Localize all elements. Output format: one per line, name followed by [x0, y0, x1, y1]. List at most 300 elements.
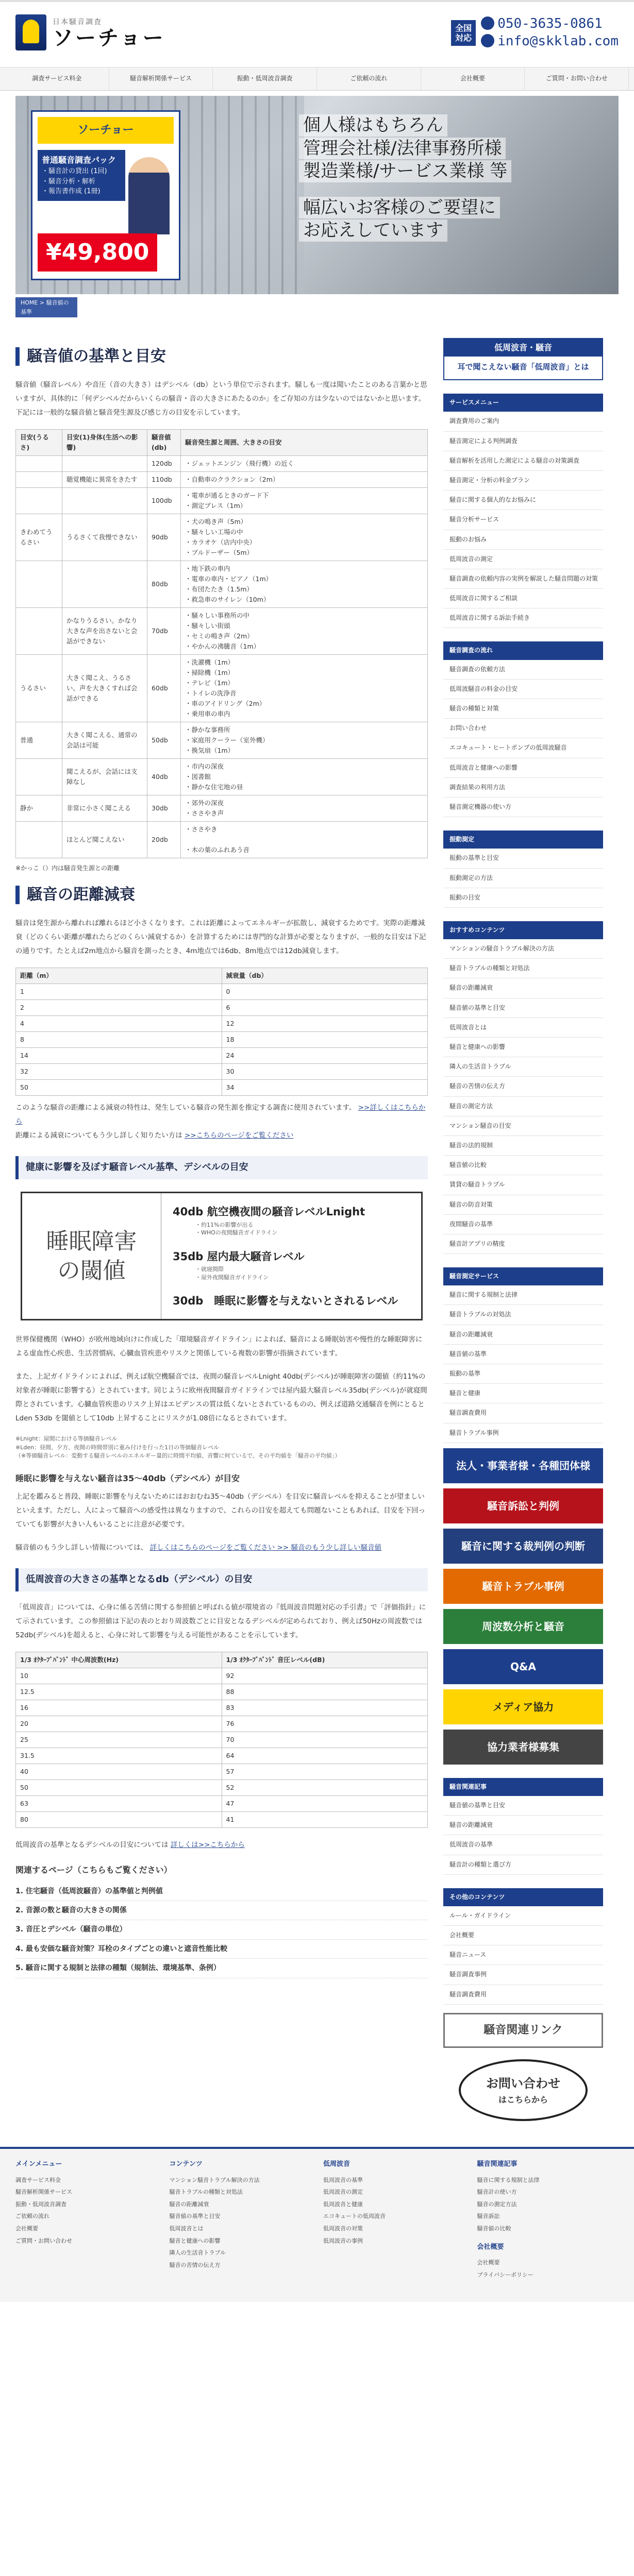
badge-line-2: 対応 — [455, 32, 472, 43]
nav-item-contact[interactable]: ご質問・お問い合わせ — [525, 67, 629, 90]
list-item[interactable]: 騒音調査の依頼方法 — [443, 660, 603, 680]
table-row — [16, 488, 428, 514]
main-content — [15, 338, 443, 2121]
footer-heading: メインメニュー — [15, 2160, 62, 2168]
table-cell: ・洗濯機（1m） ・掃除機（1m） ・テレビ（1m） ・トイレの洗浄音 ・車のアイドリング（2m） ・乗用車の車内 — [181, 655, 428, 722]
phone-number: 050-3635-0861 — [497, 16, 603, 31]
list-item[interactable]: 騒音値の基準と目安 — [443, 998, 603, 1018]
table-row — [16, 514, 428, 561]
list-item[interactable]: 低周波音の対策 — [323, 2225, 363, 2232]
list-item[interactable]: 騒音値の基準と目安 — [443, 1796, 603, 1816]
list-item[interactable]: 低周波音とは — [443, 1018, 603, 1038]
table-cell: 110db — [147, 472, 181, 488]
table-cell — [16, 488, 62, 514]
table-cell: 80 — [16, 1812, 222, 1828]
table-cell: 12 — [222, 1016, 428, 1032]
list-item[interactable]: 低周波音に関する訴訟手続き — [443, 608, 603, 628]
table-cell: 0 — [222, 984, 428, 1000]
list-item[interactable]: 低周波音に関するご相談 — [443, 589, 603, 608]
hero-line: 製造業様/サービス業様 等 — [299, 160, 511, 182]
table-cell: 聞こえるが、会話には支障なし — [62, 759, 147, 795]
table-cell — [16, 608, 62, 655]
hero-line: 個人様はもちろん — [299, 114, 447, 137]
list-item[interactable]: 低周波音とは — [169, 2225, 204, 2232]
list-item[interactable]: プライバシーポリシー — [477, 2271, 533, 2278]
table-cell: 6 — [222, 1000, 428, 1016]
footer-heading: コンテンツ — [169, 2160, 203, 2168]
table-cell: 50db — [147, 722, 181, 759]
list-item[interactable]: 隣人の生活音トラブル — [443, 1057, 603, 1077]
table-cell: 41 — [222, 1812, 428, 1828]
table-cell: 12.5 — [16, 1684, 222, 1700]
list-item[interactable]: 騒音値の基準と目安 — [169, 2213, 221, 2220]
table-row — [16, 1780, 428, 1796]
list-item[interactable]: ご依頼の流れ — [15, 2213, 49, 2220]
low-frequency-note-text: 低周波音の基準となるデシベルの目安については — [15, 1841, 169, 1850]
table-cell: ほとんど聞こえない — [62, 822, 147, 858]
sleep-note-text: 騒音値のもう少し詳しい情報については、 — [15, 1544, 148, 1552]
sleep-paragraph: 上記を鑑みると普段、睡眠に影響を与えないためにはおおむね35〜40db（デシベル）を目安に騒音レベルを抑えることが望ましいといえます。ただし、人によって騒音への感受性は異なりますので、これらの目安を超えても問題ないこともあれば、目安を下回っていても影響が大きい人もいることに注意が必要です。 — [15, 1493, 426, 1529]
list-item[interactable]: マンション騒音トラブル解決の方法 — [169, 2176, 260, 2183]
threshold-label: の閾値 — [57, 1258, 126, 1284]
list-item[interactable]: 低周波音の測定 — [323, 2189, 363, 2196]
list-item[interactable]: 騒音と健康への影響 — [443, 1038, 603, 1057]
nav-item-pricing[interactable]: 調査サービス料金 — [5, 67, 109, 90]
list-item[interactable]: 騒音の防音対策 — [443, 1195, 603, 1215]
table-cell: ・郊外の深夜 ・ささやき声 — [181, 795, 428, 822]
table-row — [16, 1700, 428, 1716]
section-title-low-frequency: 低周波音の大きさの基準となるdb（デシベル）の目安 — [15, 1568, 428, 1591]
table-cell: 20 — [16, 1716, 222, 1732]
list-item[interactable]: 騒音の距離減衰 — [169, 2200, 209, 2208]
level-heading: 35db 屋内最大騒音レベル — [173, 1250, 305, 1263]
nationwide-badge — [451, 20, 476, 46]
media-ad-banner[interactable]: メディア協力 — [443, 1689, 603, 1724]
list-item[interactable]: 騒音の測定方法 — [477, 2200, 517, 2208]
list-item[interactable]: 騒音調査費用 — [443, 1403, 603, 1423]
list-item[interactable]: 騒音解析関係サービス — [15, 2189, 72, 2196]
banner-bottom: 耳で聞こえない騒音「低周波音」とは — [457, 362, 589, 371]
table-cell: 92 — [222, 1668, 428, 1684]
mail-icon — [481, 34, 494, 47]
list-item[interactable]: 騒音値の比較 — [477, 2225, 511, 2232]
table-cell: 25 — [16, 1732, 222, 1748]
distance-table — [15, 968, 428, 1096]
low-frequency-note — [15, 1838, 428, 1852]
related-page-link[interactable]: 4. 最も安価な騒音対策？耳栓のタイプごとの違いと遮音性能比較 — [15, 1940, 428, 1959]
bubble-line: お問い合わせ — [486, 2076, 560, 2091]
sidebar-recommended-list — [443, 939, 603, 1254]
related-page-link[interactable]: 2. 音源の数と騒音の大きさの関係 — [15, 1901, 428, 1920]
phone-icon — [481, 16, 494, 30]
list-item[interactable]: 騒音調査事例 — [443, 1965, 603, 1985]
list-item[interactable]: 騒音に関する規制と法律 — [477, 2176, 540, 2183]
footer-heading: 会社概要 — [477, 2243, 504, 2251]
table-cell: 24 — [222, 1048, 428, 1064]
table-cell: 120db — [147, 456, 181, 472]
list-item[interactable]: 騒音ニュース — [443, 1945, 603, 1965]
table-cell: 4 — [16, 1016, 222, 1032]
list-item[interactable]: 騒音解析を活用した測定による騒音の対策調査 — [443, 451, 603, 471]
list-item[interactable]: お問い合わせ — [443, 719, 603, 738]
table-cell — [62, 488, 147, 514]
list-item[interactable]: 騒音調査費用 — [443, 1985, 603, 2005]
section-title-distance: 騒音の距離減衰 — [15, 886, 428, 904]
table-cell: きわめてうるさい — [16, 514, 62, 561]
list-item[interactable]: 騒音訴訟 — [477, 2213, 500, 2220]
health-notes: ※Lnight：屋間における等価騒音レベル ※Lden：昼間、夕方、夜間の時間帯別に重み付けを行った1日の等価騒音レベル （※等価騒音レベル：変動する騒音レベルのエネルギー量的に時間平均値、音響に何ているで、その平均値を「騒音の平均値」） — [15, 1435, 341, 1460]
table-cell: 40 — [16, 1764, 222, 1780]
hero-line: お応えしています — [299, 219, 447, 242]
table-header: 1/3 ｵｸﾀｰﾌﾞﾊﾞﾝﾄﾞ 音圧レベル(dB) — [222, 1652, 428, 1668]
list-item[interactable]: 低周波音の事例 — [323, 2237, 363, 2244]
table-cell: 聴覚機能に異常をきたす — [62, 472, 147, 488]
related-page-link[interactable]: 1. 住宅騒音（低周波騒音）の基準値と判例値 — [15, 1882, 428, 1901]
table-row — [16, 759, 428, 795]
sidebar-heading: その他のコンテンツ — [443, 1888, 603, 1906]
section-title-noise-standards: 騒音値の基準と目安 — [15, 347, 428, 366]
site-footer — [0, 2147, 634, 2302]
list-item[interactable]: 騒音分析サービス — [443, 510, 603, 530]
threshold-label: 睡眠障害 — [46, 1228, 137, 1255]
table-cell: 57 — [222, 1764, 428, 1780]
list-item[interactable]: 騒音値の基準 — [443, 1345, 603, 1364]
precedent-ad-banner[interactable]: 騒音に関する裁判例の判断 — [443, 1529, 603, 1564]
table-cell: 70db — [147, 608, 181, 655]
frequency-ad-banner[interactable]: 周波数分析と騒音 — [443, 1609, 603, 1644]
list-item[interactable]: 騒音の距離減衰 — [443, 1325, 603, 1345]
hero-line: 管理会社様/法律事務所様 — [299, 138, 506, 160]
list-item[interactable]: 会社概要 — [15, 2225, 38, 2232]
list-item[interactable]: 夜間騒音の基準 — [443, 1215, 603, 1234]
table-row — [16, 456, 428, 472]
level-note: ・就寝間際 ・屋外夜間騒音ガイドライン — [195, 1266, 269, 1281]
table-cell — [62, 561, 147, 608]
list-item[interactable]: 賃貸の騒音トラブル — [443, 1175, 603, 1195]
table-row — [16, 1048, 428, 1064]
list-item[interactable]: 騒音測定による判例調査 — [443, 432, 603, 451]
table-cell: 10 — [16, 1668, 222, 1684]
table-header: 1/3 ｵｸﾀｰﾌﾞﾊﾞﾝﾄﾞ 中心周波数(Hz) — [16, 1652, 222, 1668]
table-cell: 大きく聞こえる、通常の会話は可能 — [62, 722, 147, 759]
table-cell: 16 — [16, 1700, 222, 1716]
footer-article-list — [477, 2174, 619, 2235]
footer-heading: 騒音関連記事 — [477, 2160, 518, 2168]
hero-line: 幅広いお客様のご要望に — [299, 197, 500, 219]
sidebar — [443, 338, 603, 2121]
list-item[interactable]: 調査サービス料金 — [15, 2176, 61, 2183]
list-item[interactable]: 騒音トラブルの種類と対処法 — [169, 2189, 243, 2196]
phone-link[interactable] — [481, 15, 619, 33]
sleep-detail-link[interactable]: 詳しくはこちらのページをご覧ください >> 騒音のもう少し詳しい騒音値 — [149, 1544, 381, 1552]
table-cell: 2 — [16, 1000, 222, 1016]
table-cell: 60db — [147, 655, 181, 722]
table-cell: 70 — [222, 1732, 428, 1748]
table-cell: ・自動車のクラクション（2m） — [181, 472, 428, 488]
hero-package-card[interactable] — [31, 110, 180, 280]
health-paragraph: また、上記ガイドラインによれば、例えば航空機騒音では、夜間の騒音レベルLnight 40db(デシベル)が睡眠障害の閾値（約11%の対象者が睡眠に影響する）とされています。同じように欧州夜間騒音ガイドラインでは屋内最大騒音レベル35db(デシベル)が就寝間際とされています。心臓血管疾患のリスク上昇はエビデンスの質は低くないとされているものの、例えば道路交通騒音を例にとるとLden 53db を閾値として10db 上昇することにリスクが1.08倍になるとされています。 — [15, 1372, 427, 1423]
table-row — [16, 655, 428, 722]
table-cell — [16, 561, 62, 608]
email-address: info@skklab.com — [497, 33, 619, 49]
table-cell: 14 — [16, 1048, 222, 1064]
list-item[interactable]: 騒音調査の依頼内容の実例を解説した騒音問題の対策 — [443, 569, 603, 589]
sidebar-heading: 騒音測定サービス — [443, 1267, 603, 1285]
table-row — [16, 1748, 428, 1764]
list-item[interactable]: 騒音計の使い方 — [477, 2189, 517, 2196]
related-pages-list — [15, 1882, 428, 1978]
list-item[interactable]: エコキュートの低周波音 — [323, 2213, 386, 2220]
breadcrumb[interactable]: HOME > 騒音値の基準 — [15, 297, 77, 317]
list-item[interactable]: 振動の基準 — [443, 1364, 603, 1384]
footer-company-list — [477, 2257, 619, 2281]
table-row — [16, 722, 428, 759]
table-cell: うるさい — [16, 655, 62, 722]
list-item[interactable]: 騒音の苦情の伝え方 — [169, 2261, 221, 2268]
sleep-threshold-figure — [21, 1192, 423, 1320]
list-item[interactable]: ご質問・お問い合わせ — [15, 2237, 72, 2244]
section-intro: 騒音値（騒音レベル）や音圧（音の大きさ）はデシベル（db）という単位で示されます。騒しも一度は聞いたことのある言葉かと思いますが、具体的に「何デシベルだからいくらの騒音・音の大きさにあたるのか」をご存知の方は少ないのではないかと思います。下記には一般的な騒音値と騒音発生源及び感じ方の目安を示しています。 — [15, 381, 427, 417]
list-item[interactable]: 騒音の種類と対策 — [443, 699, 603, 719]
section-title-health: 健康に影響を及ぼす騒音レベル基準、デシベルの目安 — [15, 1156, 428, 1179]
site-header — [0, 0, 634, 67]
table-cell: ・騒々しい事務所の中 ・騒々しい街頭 ・セミの鳴き声（2m） ・やかんの沸騰音（1m） — [181, 608, 428, 655]
list-item[interactable]: 振動の基準と目安 — [443, 849, 603, 868]
list-item[interactable]: 騒音と健康への影響 — [169, 2237, 221, 2244]
table-row — [16, 608, 428, 655]
related-page-link[interactable]: 3. 音圧とデシベル（騒音の単位） — [15, 1920, 428, 1939]
table-caption: ※かっこ（）内は騒音発生源との距離 — [15, 865, 120, 872]
table-cell — [16, 456, 62, 472]
table-cell: かなりうるさい。かなり大きな声を出さないと会話ができない — [62, 608, 147, 655]
distance-note-text: このような騒音の距離による減衰の特性は、発生している騒音の発生源を推定する調査に使用されています。 — [15, 1104, 356, 1112]
table-cell: 40db — [147, 759, 181, 795]
sidebar-flow-list — [443, 660, 603, 818]
corporate-ad-banner[interactable]: 法人・事業者様・各種団体様 — [443, 1448, 603, 1483]
staff-illustration — [128, 157, 170, 234]
sleep-paragraph — [15, 1541, 428, 1555]
table-cell: 50 — [16, 1080, 222, 1096]
table-cell: ・犬の鳴き声（5m） ・騒々しい工場の中 ・カラオケ（店内中央） ・ブルドーザー（5m） — [181, 514, 428, 561]
table-header: 減衰量（db） — [222, 968, 428, 984]
distance-detail-link[interactable]: >>詳しくはこちらから — [15, 1104, 426, 1126]
list-item[interactable]: 低周波音の測定 — [443, 550, 603, 569]
list-item[interactable]: 騒音測定・分析の料金プラン — [443, 471, 603, 490]
partner-ad-banner[interactable]: 協力業者様募集 — [443, 1730, 603, 1765]
health-paragraph: 世界保健機関（WHO）が欧州地域向けに作成した「環境騒音ガイドライン」によれば、騒音による睡眠妨害や慢性的な睡眠障害による虚血性心疾患、生活習慣病、心臓血管疾患やリスクと関係している複数の影響が指摘されています。 — [15, 1335, 423, 1358]
table-cell: 50 — [16, 1780, 222, 1796]
table-row — [16, 1032, 428, 1048]
trouble-ad-banner[interactable]: 騒音トラブル事例 — [443, 1569, 603, 1604]
low-frequency-detail-link[interactable]: 詳しくは>>こちらから — [170, 1841, 245, 1850]
distance-note-text: 距離による減衰についてもう少し詳しく知りたい方は — [15, 1131, 182, 1140]
sidebar-service-list — [443, 412, 603, 628]
contact-block — [451, 15, 619, 50]
list-item[interactable]: 騒音トラブル事例 — [443, 1423, 603, 1443]
qa-ad-banner[interactable]: Q&A — [443, 1649, 603, 1684]
global-nav — [0, 67, 634, 91]
list-item[interactable]: 低周波音の基準 — [443, 1835, 603, 1855]
table-cell: 20db — [147, 822, 181, 858]
list-item[interactable]: 騒音計アプリの精度 — [443, 1234, 603, 1254]
table-row — [16, 1732, 428, 1748]
list-item[interactable]: 調査費用のご案内 — [443, 412, 603, 431]
list-item[interactable]: 低周波音と健康への影響 — [443, 758, 603, 778]
list-item[interactable]: 低周波音の基準 — [323, 2176, 363, 2183]
sidebar-heading: サービスメニュー — [443, 394, 603, 412]
hero-card-brand: ソーチョー — [38, 117, 174, 144]
lawsuit-ad-banner[interactable]: 騒音訴訟と判例 — [443, 1488, 603, 1523]
table-cell: ・ジェットエンジン（飛行機）の近く — [181, 456, 428, 472]
list-item[interactable]: 騒音の苦情の伝え方 — [443, 1077, 603, 1096]
sidebar-heading: おすすめコンテンツ — [443, 921, 603, 939]
list-item[interactable]: 騒音値の比較 — [443, 1156, 603, 1175]
list-item[interactable]: エコキュート・ヒートポンプの低周波騒音 — [443, 738, 603, 758]
table-row — [16, 561, 428, 608]
table-cell: 64 — [222, 1748, 428, 1764]
table-cell: 8 — [16, 1032, 222, 1048]
list-item[interactable]: 振動測定の方法 — [443, 869, 603, 888]
bubble-line: はこちらから — [498, 2095, 548, 2105]
noise-level-table — [15, 429, 428, 858]
list-item[interactable]: 騒音の法的規制 — [443, 1136, 603, 1156]
table-cell: 34 — [222, 1080, 428, 1096]
table-cell: 90db — [147, 514, 181, 561]
table-cell — [16, 822, 62, 858]
table-row — [16, 1716, 428, 1732]
table-row — [16, 795, 428, 822]
table-cell: 普通 — [16, 722, 62, 759]
list-item[interactable]: 振動の目安 — [443, 888, 603, 908]
table-row — [16, 1016, 428, 1032]
sidebar-article-list — [443, 1796, 603, 1875]
table-cell: 83 — [222, 1700, 428, 1716]
table-cell: 80db — [147, 561, 181, 608]
list-item[interactable]: 騒音計の種類と選び方 — [443, 1855, 603, 1875]
list-item[interactable]: 隣人の生活音トラブル — [169, 2249, 226, 2257]
level-heading: 40db 航空機夜間の騒音レベルLnight — [173, 1206, 365, 1218]
list-item[interactable]: 騒音の距離減衰 — [443, 1816, 603, 1835]
distance-note — [15, 1101, 428, 1143]
table-cell: 非常に小さく聞こえる — [62, 795, 147, 822]
hero-pack-line: ・騒音計の貸出 (1回) — [42, 167, 107, 175]
list-item[interactable]: 会社概要 — [477, 2259, 500, 2266]
low-frequency-banner[interactable] — [443, 338, 603, 380]
table-cell: うるさくて我慢できない — [62, 514, 147, 561]
hero-pack-line: ・騒音分析・解析 — [42, 177, 96, 185]
hero-pack-box — [38, 150, 125, 201]
related-links-banner[interactable]: 騒音関連リンク — [443, 2013, 603, 2048]
nav-item-vibration[interactable]: 振動・低周波音調査 — [213, 67, 317, 90]
list-item[interactable]: 騒音測定機器の使い方 — [443, 798, 603, 817]
contact-bubble-button[interactable] — [459, 2059, 588, 2121]
nav-item-analysis[interactable]: 騒音解析関係サービス — [109, 67, 213, 90]
hero-copy — [299, 114, 588, 243]
low-frequency-paragraph: 「低周波音」については、心身に係る苦情に関する参照値と呼ばれる値が環境省の『低周波音問題対応の手引書』で「評価指針」にて示されています。この参照値は下記の表のとおり周波数ごとに目安となるデシベルが定められており、例えば50Hzの周波数では52db(デシベル)を超えると、心身に対して影響を与える可能性があることを示しています。 — [15, 1603, 426, 1640]
table-header: 距離（m） — [16, 968, 222, 984]
email-link[interactable] — [481, 33, 619, 50]
sidebar-heading: 騒音関連記事 — [443, 1778, 603, 1796]
footer-lowfreq-list — [323, 2174, 465, 2247]
list-item[interactable]: 騒音の測定方法 — [443, 1097, 603, 1116]
level-heading: 30db 睡眠に影響を与えないとされるレベル — [173, 1294, 398, 1307]
hero-banner — [15, 96, 619, 294]
table-cell: ・市内の深夜 ・図書館 ・静かな住宅地の昼 — [181, 759, 428, 795]
list-item[interactable]: 低周波騒音の料金の目安 — [443, 680, 603, 699]
nav-item-flow[interactable]: ご依頼の流れ — [317, 67, 421, 90]
table-cell: ・地下鉄の車内 ・電車の車内・ピアノ（1m） ・布団たたき（1.5m） ・救急車のサイレン（10m） — [181, 561, 428, 608]
list-item[interactable]: 振動・低周波音調査 — [15, 2200, 66, 2208]
site-logo[interactable] — [15, 14, 165, 50]
section-title-sleep: 睡眠に影響を与えない騒音は35〜40db（デシベル）が目安 — [15, 1473, 240, 1483]
table-row — [16, 1064, 428, 1080]
table-cell: 32 — [16, 1064, 222, 1080]
banner-top: 低周波音・騒音 — [444, 339, 602, 357]
table-row — [16, 984, 428, 1000]
distance-paragraph: 騒音は発生源から離れれば離れるほど小さくなります。これは距離によってエネルギーが拡散し、減衰するためです。実際の距離減衰（どのくらい距離が離れたらどのくらい減衰するか）を計算するためには専門的な計算が必要となりますが、一般的な目安は下記の通りです。たとえば2m地点から騒音を測ったとき、4m地点では6db、8m地点では12db減衰します。 — [15, 919, 426, 956]
table-row — [16, 1812, 428, 1828]
list-item[interactable]: 騒音トラブルの対処法 — [443, 1305, 603, 1325]
table-cell: 30 — [222, 1064, 428, 1080]
table-cell — [62, 456, 147, 472]
list-item[interactable]: 騒音に関する規制と法律 — [443, 1285, 603, 1305]
hero-pack-line: ・報告書作成 (1冊) — [42, 188, 101, 195]
badge-line-1: 全国 — [455, 23, 472, 33]
list-item[interactable]: 騒音トラブルの種類と対処法 — [443, 959, 603, 978]
table-row — [16, 1764, 428, 1780]
sidebar-other-list — [443, 1906, 603, 2005]
table-cell — [16, 472, 62, 488]
table-header: 騒音発生源と周囲、大きさの目安 — [181, 430, 428, 456]
table-header: 目安(1)身体(生活への影響) — [62, 430, 147, 456]
low-frequency-table — [15, 1652, 428, 1828]
table-cell: 52 — [222, 1780, 428, 1796]
table-header: 騒音値(db) — [147, 430, 181, 456]
table-row — [16, 1000, 428, 1016]
list-item[interactable]: 騒音に関する個人的なお悩みに — [443, 490, 603, 510]
level-note: ・約11%の影響が出る ・WHOの夜間騒音ガイドライン — [195, 1221, 278, 1236]
list-item[interactable]: 会社概要 — [443, 1926, 603, 1945]
table-cell: 88 — [222, 1684, 428, 1700]
list-item[interactable]: 騒音と健康 — [443, 1384, 603, 1403]
table-cell: 30db — [147, 795, 181, 822]
distance-more-link[interactable]: >>こちらのページをご覧ください — [185, 1131, 294, 1140]
hero-pack-title: 普通騒音調査パック — [42, 155, 116, 165]
table-cell: ・ささやき ・木の葉のふれあう音 — [181, 822, 428, 858]
sidebar-vibration-list — [443, 849, 603, 908]
nav-item-company[interactable]: 会社概要 — [421, 67, 525, 90]
table-cell: ・静かな事務所 ・家庭用クーラー（室外機） ・換気扇（1m） — [181, 722, 428, 759]
table-cell: 100db — [147, 488, 181, 514]
list-item[interactable]: マンション騒音の目安 — [443, 1116, 603, 1136]
table-cell — [16, 759, 62, 795]
footer-menu-list — [15, 2174, 157, 2247]
table-cell: 63 — [16, 1796, 222, 1812]
list-item[interactable]: 調査結果の利用方法 — [443, 778, 603, 798]
list-item[interactable]: 振動のお悩み — [443, 530, 603, 550]
list-item[interactable]: 低周波音と健康 — [323, 2200, 363, 2208]
table-cell: ・電車が通るときのガード下 ・測定プレス（1m） — [181, 488, 428, 514]
related-page-link[interactable]: 5. 騒音に関する規制と法律の種類（規制法、環境基準、条例） — [15, 1959, 428, 1978]
table-cell: 大きく聞こえ、うるさい。声を大きくすれば会話ができる — [62, 655, 147, 722]
list-item[interactable]: 騒音の距離減衰 — [443, 978, 603, 998]
list-item[interactable]: ルール・ガイドライン — [443, 1906, 603, 1926]
list-item[interactable]: マンションの騒音トラブル解決の方法 — [443, 939, 603, 959]
sidebar-measure-list — [443, 1285, 603, 1443]
sidebar-heading: 騒音調査の流れ — [443, 641, 603, 659]
footer-content-list — [170, 2174, 311, 2272]
table-row — [16, 1668, 428, 1684]
